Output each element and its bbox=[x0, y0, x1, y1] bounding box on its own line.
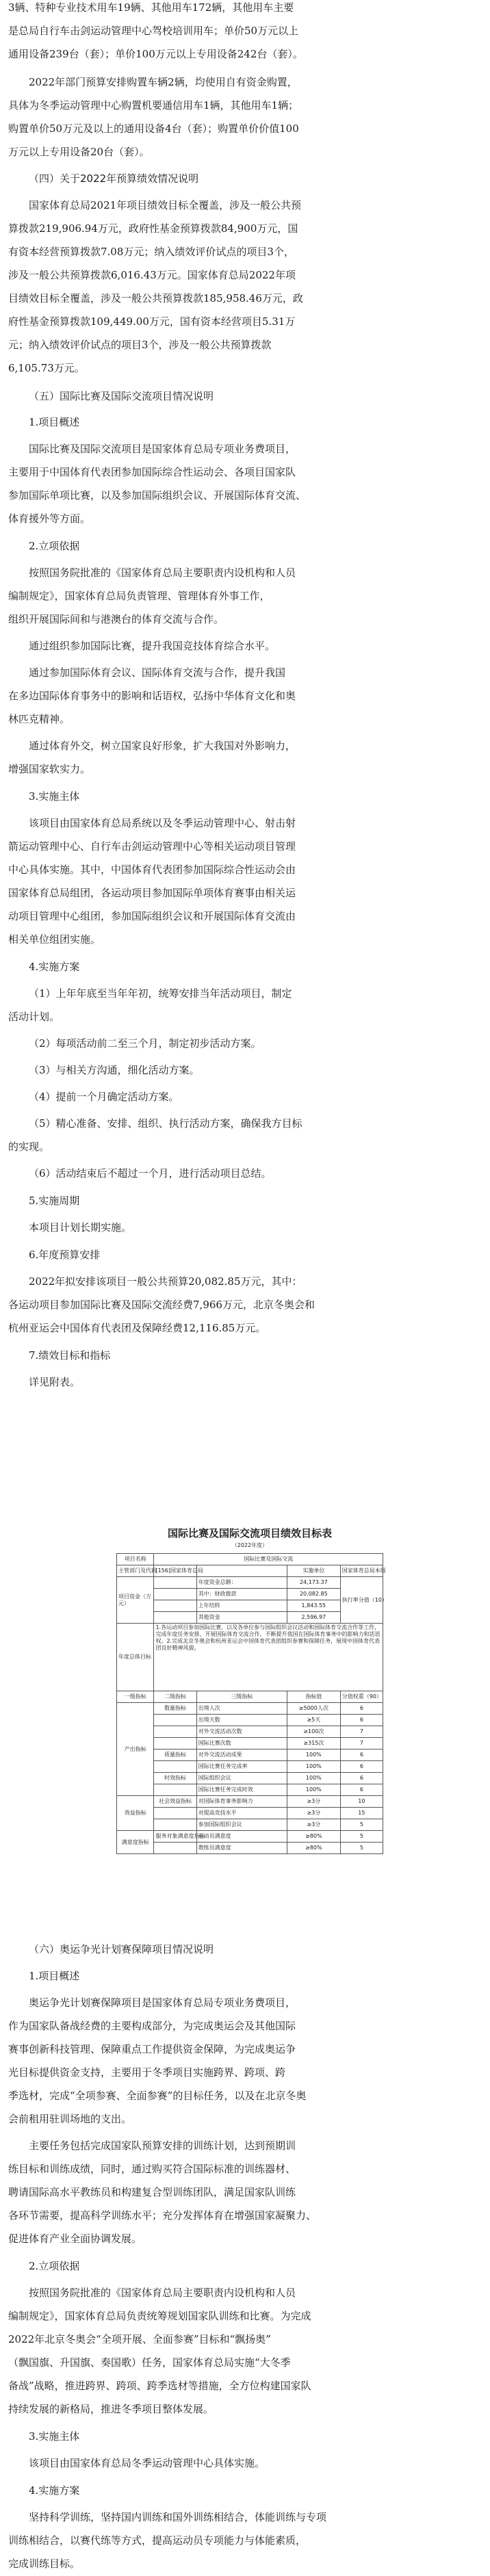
text-line: 作为国家队备战经费的主要构成部分，为完成奥运会及其他国际 bbox=[8, 2020, 296, 2032]
text-line: 组织开展国际间和与港澳台的体育交流与合作。 bbox=[8, 613, 224, 625]
text-line: （1）上年年底至当年年初，统筹安排当年活动项目，制定 bbox=[29, 987, 292, 1000]
text-line: 各环节需要，提高科学训练水平；充分发挥体育在增强国家凝聚力、 bbox=[8, 2209, 317, 2222]
text-line: 杭州亚运会中国体育代表团及保障经费12,116.85万元。 bbox=[8, 1322, 266, 1334]
text-line: 6,105.73万元。 bbox=[8, 362, 85, 374]
objective-text: 1.各运动项目参加国际比赛，以及各单位参与国际组织会议活动和国际体育交流合作等工作，完成年度任务安排，开展国际体育交流合作，不断提升我国在国际体育事务中的影响力和话语权。2.完成北京冬奥会和杭州亚运会中国体育代表团组织参赛和保障任务，展现中国体育代表团良好精神风貌。 bbox=[154, 1624, 383, 1691]
indicator-weight: 6 bbox=[340, 1749, 383, 1761]
table-row bbox=[117, 1761, 383, 1773]
level2-indicator: 数量指标 bbox=[154, 1703, 196, 1715]
indicator-weight: 6 bbox=[340, 1703, 383, 1715]
indicator-value: ≥3分 bbox=[287, 1796, 340, 1808]
level3-indicator: 国际比赛次数 bbox=[196, 1738, 287, 1749]
indicator-value: ≥5000人次 bbox=[287, 1703, 340, 1715]
text-line: 季选材，完成“全项参赛、全面参赛”的目标任务，以及在北京冬奥 bbox=[8, 2090, 307, 2102]
table-row bbox=[117, 1715, 383, 1726]
text-line: 会前租用驻训场地的支出。 bbox=[8, 2113, 132, 2125]
text-line: 详见附表。 bbox=[29, 1376, 81, 1388]
indicator-value: 100% bbox=[287, 1784, 340, 1796]
text-line: 按照国务院批准的《国家体育总局主要职责内设机构和人员 bbox=[29, 2287, 296, 2299]
table-row bbox=[117, 1691, 383, 1703]
table-row bbox=[117, 1749, 383, 1761]
level3-indicator: 国际组织会议 bbox=[196, 1773, 287, 1784]
indicator-value: ≥80% bbox=[287, 1831, 340, 1843]
text-line: 中心具体实施。其中，中国体育代表团参加国际综合性运动会由 bbox=[8, 863, 296, 876]
text-line: 2.立项依据 bbox=[29, 2260, 80, 2272]
target-table-grid bbox=[116, 1553, 387, 1854]
text-line: 林匹克精神。 bbox=[8, 713, 70, 725]
fund-name: 其他资金 bbox=[196, 1612, 287, 1624]
text-line: 4.实施方案 bbox=[29, 2484, 80, 2497]
level3-indicator: 对国际体育事务影响力 bbox=[196, 1796, 287, 1808]
text-line: 7.绩效目标和指标 bbox=[29, 1349, 111, 1362]
level3-indicator: 对提高竞技水平 bbox=[196, 1808, 287, 1819]
indicator-value: ≥5天 bbox=[287, 1715, 340, 1726]
table-row bbox=[117, 1843, 383, 1854]
level2-indicator: 质量指标 bbox=[154, 1749, 196, 1761]
text-line: 通过参加国际体育会议、国际体育交流与合作，提升我国 bbox=[29, 666, 286, 679]
text-line: 完成训练目标。 bbox=[8, 2558, 81, 2570]
level3-indicator: 对外交流活动成果 bbox=[196, 1749, 287, 1761]
indicator-value: ≥315次 bbox=[287, 1738, 340, 1749]
text-line: 体育援外等方面。 bbox=[8, 512, 91, 525]
table-row bbox=[117, 1726, 383, 1738]
text-line: 活动计划。 bbox=[8, 1011, 60, 1023]
text-line: （6）活动结束后不超过一个月，进行活动项目总结。 bbox=[29, 1167, 272, 1180]
text-line: 光目标提供资金支持，主要用于冬季项目实施跨界、跨项、跨 bbox=[8, 2066, 286, 2079]
text-line: 参加国际单项比赛，以及参加国际组织会议、开展国际体育交流、 bbox=[8, 489, 307, 502]
text-line: 有资本经营预算拨款7.08万元；纳入绩效评价试点的项目3个， bbox=[8, 246, 294, 258]
level2-indicator: 社会效益指标 bbox=[154, 1796, 196, 1808]
indicator-value: 100% bbox=[287, 1749, 340, 1761]
text-line: 通用设备239台（套）；单价100万元以上专用设备242台（套）。 bbox=[8, 48, 303, 60]
text-line: （六）奥运争光计划赛保障项目情况说明 bbox=[29, 1943, 214, 1955]
indicator-weight: 5 bbox=[340, 1843, 383, 1854]
text-line: 购置单价50万元及以上的通用设备4台（套）；购置单价价值100 bbox=[8, 122, 299, 135]
text-line: 具体为冬季运动管理中心购置机要通信用车1辆，其他用车1辆； bbox=[8, 99, 299, 112]
text-line: 2022年部门预算安排购置车辆2辆，均使用自有资金购置， bbox=[29, 76, 298, 88]
text-line: 聘请国际高水平教练员和构建复合型训练团队，满足国家队训练 bbox=[8, 2186, 296, 2198]
table-row bbox=[117, 1773, 383, 1784]
text-line: 持续发展的新格局，推进冬季项目整体发展。 bbox=[8, 2403, 214, 2415]
text-line: 该项目由国家体育总局系统以及冬季运动管理中心、射击射 bbox=[29, 817, 296, 829]
indicator-value: ≥3分 bbox=[287, 1808, 340, 1819]
text-line: 1.项目概述 bbox=[29, 416, 80, 428]
fund-name: 上年结转 bbox=[196, 1600, 287, 1612]
text-line: （飘国旗、升国旗、奏国歌）任务，国家体育总局实施“大冬季 bbox=[8, 2356, 291, 2369]
indicator-weight: 10 bbox=[340, 1796, 383, 1808]
performance-target-table bbox=[116, 1523, 387, 1906]
indicator-value: ≥100次 bbox=[287, 1726, 340, 1738]
fund-value: 1,843.55 bbox=[287, 1600, 340, 1612]
text-line: （五）国际比赛及国际交流项目情况说明 bbox=[29, 390, 214, 402]
table-cell bbox=[196, 1565, 287, 1577]
level2-indicator bbox=[154, 1843, 196, 1854]
text-line: 国家体育总局组团，各运动项目参加国际单项体育赛事由相关运 bbox=[8, 887, 296, 899]
indicator-weight: 5 bbox=[340, 1819, 383, 1831]
text-line: 4.实施方案 bbox=[29, 961, 80, 973]
text-line: 赛事创新科技管理、保障重点工作提供资金保障，为完成奥运争 bbox=[8, 2043, 296, 2055]
text-line: 国家体育总局2021年项目绩效目标全覆盖，涉及一般公共预 bbox=[29, 199, 302, 211]
text-line: 的实现。 bbox=[8, 1141, 50, 1153]
text-line: 箭运动管理中心、自行车击剑运动管理中心等相关运动项目管理 bbox=[8, 840, 296, 853]
table-cell bbox=[154, 1577, 196, 1589]
table-row bbox=[117, 1738, 383, 1749]
table-subtitle: （2022年度） bbox=[231, 1542, 268, 1548]
text-line: 本项目计划长期实施。 bbox=[29, 1221, 132, 1234]
table-cell bbox=[154, 1600, 196, 1612]
level2-indicator bbox=[154, 1784, 196, 1796]
unit-value: 国家体育总局本级 bbox=[340, 1565, 383, 1577]
text-line: 训练相结合，以赛代练等方式，提高运动员专项能力与体能素质， bbox=[8, 2534, 307, 2547]
table-row bbox=[117, 1703, 383, 1715]
fund-value: 2,596.97 bbox=[287, 1612, 340, 1624]
text-line: 编制规定》，国家体育总局负责管理、管理体育外事工作， bbox=[8, 590, 270, 602]
text-line: 备战”战略，推进跨界、跨项、跨季选材等措施，全方位构建国家队 bbox=[8, 2380, 311, 2392]
text-line: 元；纳入绩效评价试点的项目3个，涉及一般公共预算拨款 bbox=[8, 339, 272, 351]
table-row bbox=[117, 1577, 383, 1589]
text-line: 算拨款219,906.94万元，政府性基金预算拨款84,900万元，国 bbox=[8, 222, 298, 235]
text-line: 涉及一般公共预算拨款6,016.43万元。国家体育总局2022年项 bbox=[8, 269, 296, 281]
text-line: 主要用于中国体育代表团参加国际综合性运动会、各项目国家队 bbox=[8, 466, 296, 478]
text-line: 目绩效目标全覆盖，涉及一般公共预算拨款185,958.46万元，政 bbox=[8, 292, 303, 304]
text-line: 国际比赛及国际交流项目是国家体育总局专项业务费项目， bbox=[29, 443, 296, 455]
level2-indicator bbox=[154, 1761, 196, 1773]
text-line: 练目标和训练成绩，同时，通过购买符合国际标准的训练器材、 bbox=[8, 2163, 296, 2175]
level3-indicator: 国际比赛任务完成率 bbox=[196, 1761, 287, 1773]
dept-value: [156]国家体育总局 bbox=[154, 1565, 196, 1577]
table-cell bbox=[154, 1589, 196, 1600]
text-line: 3.实施主体 bbox=[29, 790, 80, 803]
project-value: 国际比赛及国际交流 bbox=[154, 1554, 383, 1565]
text-line: 奥运争光计划赛保障项目是国家体育总局专项业务费项目， bbox=[29, 1996, 296, 2009]
text-line: 6.年度预算安排 bbox=[29, 1249, 101, 1261]
level2-indicator: 服务对象满意度指标 bbox=[154, 1831, 196, 1843]
level3-indicator: 对外交流活动次数 bbox=[196, 1726, 287, 1738]
text-line: 按照国务院批准的《国家体育总局主要职责内设机构和人员 bbox=[29, 567, 296, 579]
indicator-weight: 15 bbox=[340, 1808, 383, 1819]
text-line: 3辆、特种专业技术用车19辆、其他用车172辆，其他用车主要 bbox=[8, 1, 294, 14]
level1-indicator: 满意度指标 bbox=[117, 1831, 154, 1854]
table-row bbox=[117, 1819, 383, 1831]
level2-indicator bbox=[154, 1819, 196, 1831]
level2-indicator bbox=[154, 1726, 196, 1738]
fund-label: 项目资金（万元） bbox=[117, 1577, 154, 1624]
table-row bbox=[117, 1784, 383, 1796]
table-row bbox=[117, 1796, 383, 1808]
fund-value: 24,173.37 bbox=[287, 1577, 340, 1589]
text-line: 通过组织参加国际比赛，提升我国竞技体育综合水平。 bbox=[29, 640, 276, 652]
table-row bbox=[117, 1831, 383, 1843]
text-line: （5）精心准备、安排、组织、执行活动方案，确保我方目标 bbox=[29, 1117, 302, 1130]
table-row bbox=[117, 1808, 383, 1819]
fund-name: 其中：财政拨款 bbox=[196, 1589, 287, 1600]
indicator-weight: 6 bbox=[340, 1715, 383, 1726]
text-line: 是总局自行车击剑运动管理中心驾校培训用车；单价50万元以上 bbox=[8, 25, 299, 37]
exec-label: 执行率分值（10） bbox=[340, 1577, 383, 1624]
header-cell: 一级指标 bbox=[117, 1691, 154, 1703]
level2-indicator bbox=[154, 1738, 196, 1749]
text-line: 该项目由国家体育总局冬季运动管理中心具体实施。 bbox=[29, 2457, 266, 2469]
indicator-value: 100% bbox=[287, 1761, 340, 1773]
table-row bbox=[117, 1624, 383, 1691]
text-line: 2022年北京冬奥会“全项开展、全面参赛”目标和“飘扬奥” bbox=[8, 2333, 271, 2345]
text-line: 5.实施周期 bbox=[29, 1195, 80, 1207]
indicator-weight: 6 bbox=[340, 1773, 383, 1784]
objective-label: 年度总体目标 bbox=[117, 1624, 154, 1691]
unit-label: 实施单位 bbox=[287, 1565, 340, 1577]
indicator-value: ≥3分 bbox=[287, 1819, 340, 1831]
header-cell: 三级指标 bbox=[196, 1691, 287, 1703]
indicator-value: 100% bbox=[287, 1773, 340, 1784]
level3-indicator: 运动员满意度 bbox=[196, 1831, 287, 1843]
table-title: 国际比赛及国际交流项目绩效目标表 bbox=[167, 1527, 332, 1539]
text-line: 府性基金预算拨款109,449.00万元，国有资本经营项目5.31万 bbox=[8, 315, 296, 328]
level3-indicator: 参加国际组织会议 bbox=[196, 1819, 287, 1831]
indicator-weight: 7 bbox=[340, 1738, 383, 1749]
indicator-weight: 6 bbox=[340, 1761, 383, 1773]
text-line: 在多边国际体育事务中的影响和话语权，弘扬中华体育文化和奥 bbox=[8, 690, 296, 702]
text-line: 2.立项依据 bbox=[29, 540, 80, 552]
level1-indicator: 产出指标 bbox=[117, 1703, 154, 1796]
level3-indicator: 出境人次 bbox=[196, 1703, 287, 1715]
header-cell: 二级指标 bbox=[154, 1691, 196, 1703]
text-line: 2022年拟安排该项目一般公共预算20,082.85万元，其中： bbox=[29, 1275, 302, 1288]
table-row bbox=[117, 1554, 383, 1565]
level3-indicator: 教练员满意度 bbox=[196, 1843, 287, 1854]
level2-indicator bbox=[154, 1715, 196, 1726]
level3-indicator: 国际比赛任务完成时效 bbox=[196, 1784, 287, 1796]
text-line: 相关单位组团实施。 bbox=[8, 933, 101, 946]
text-line: 动项目管理中心组团，参加国际组织会议和开展国际体育交流由 bbox=[8, 910, 296, 922]
table-row bbox=[117, 1565, 383, 1577]
text-line: （3）与相关方沟通，细化活动方案。 bbox=[29, 1064, 200, 1076]
level3-indicator: 出境天数 bbox=[196, 1715, 287, 1726]
dept-label: 主管部门及代码 bbox=[117, 1565, 154, 1577]
text-line: （4）提前一个月确定活动方案。 bbox=[29, 1091, 179, 1103]
level2-indicator bbox=[154, 1808, 196, 1819]
text-line: （四）关于2022年预算绩效情况说明 bbox=[29, 172, 199, 185]
text-line: 万元以上专用设备20台（套）。 bbox=[8, 146, 150, 158]
level2-indicator: 时效指标 bbox=[154, 1773, 196, 1784]
indicator-value: ≥80% bbox=[287, 1843, 340, 1854]
text-line: 增强国家软实力。 bbox=[8, 763, 91, 775]
text-line: 编制规定》，国家体育总局负责统筹规划国家队训练和比赛。为完成 bbox=[8, 2310, 311, 2322]
table-cell bbox=[154, 1612, 196, 1624]
project-label: 项目名称 bbox=[117, 1554, 154, 1565]
text-line: 1.项目概述 bbox=[29, 1970, 80, 1982]
text-line: 坚持科学训练，坚持国内训练和国外训练相结合，体能训练与专项 bbox=[29, 2511, 327, 2523]
header-cell: 分值权重（90） bbox=[340, 1691, 383, 1703]
indicator-weight: 5 bbox=[340, 1831, 383, 1843]
level1-indicator: 效益指标 bbox=[117, 1796, 154, 1831]
table-body bbox=[117, 1554, 387, 1854]
text-line: 通过体育外交，树立国家良好形象，扩大我国对外影响力， bbox=[29, 740, 296, 752]
indicator-weight: 7 bbox=[340, 1726, 383, 1738]
fund-value: 20,082.85 bbox=[287, 1589, 340, 1600]
indicator-weight: 6 bbox=[340, 1784, 383, 1796]
header-cell: 指标值 bbox=[287, 1691, 340, 1703]
text-line: 促进体育产业全面协调发展。 bbox=[8, 2233, 142, 2245]
text-line: （2）每项活动前二至三个月，制定初步活动方案。 bbox=[29, 1037, 261, 1050]
text-line: 3.实施主体 bbox=[29, 2430, 80, 2443]
text-line: 主要任务包括完成国家队预算安排的训练计划，达到预期训 bbox=[29, 2139, 296, 2152]
text-line: 各运动项目参加国际比赛及国际交流经费7,966万元，北京冬奥会和 bbox=[8, 1299, 315, 1311]
fund-name: 年度资金总额： bbox=[196, 1577, 287, 1589]
